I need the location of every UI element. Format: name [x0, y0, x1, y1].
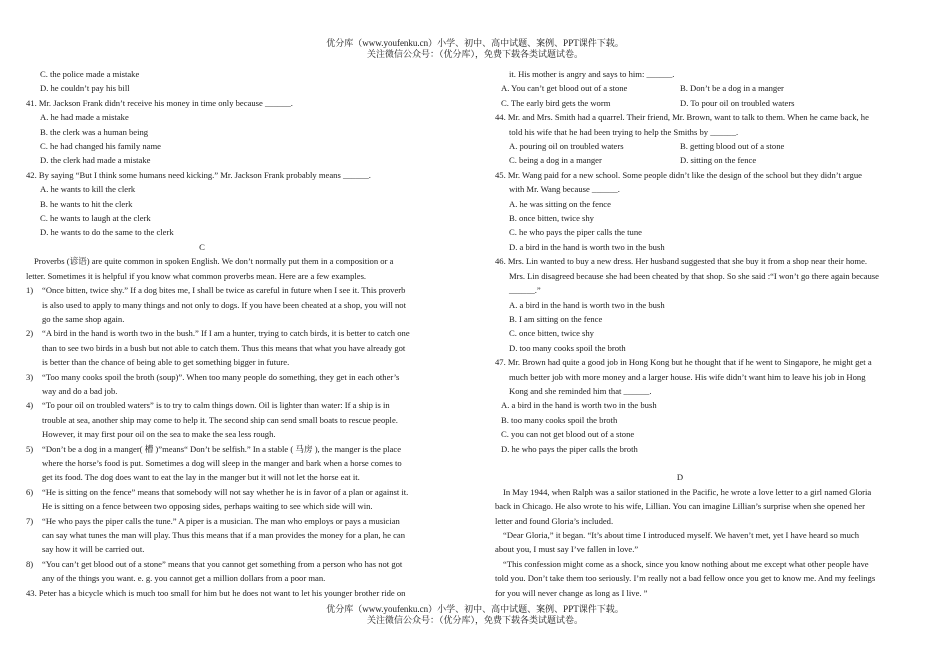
passage-line: “This confession might come as a shock, since you know nothing about me except what other people have: [503, 558, 869, 569]
q44-option-d: D. sitting on the fence: [680, 155, 757, 166]
q45-option-d: D. a bird in the hand is worth two in the bush: [509, 241, 665, 252]
proverb-number: 8): [26, 558, 34, 569]
page-header: [0, 38, 950, 60]
q46-stem-line-3: ______.”: [509, 285, 541, 296]
proverb-line: is also used to apply to many things and not only to dogs. If you have been cheated at a shop, you will not: [42, 299, 406, 310]
proverb-line: “Too many cooks spoil the broth (soup)”. When too many people do something, they get in each other’s: [42, 371, 400, 382]
proverb-number: 4): [26, 400, 34, 411]
passage-d-paragraph: [495, 528, 925, 557]
proverb-line: “Don’t be a dog in a manger( 槽 )”means“ Don’t be selfish.” In a stable ( 马房 ), the manger is the place: [42, 443, 402, 454]
q43-option-a: A. You can’t get blood out of a stone: [501, 83, 628, 94]
q46-option-c: C. once bitten, twice shy: [509, 328, 594, 339]
q44-options-row: [509, 153, 925, 167]
proverb-line: where the horse’s food is put. Sometimes a dog will sleep in the manger and bark when a horse comes to: [42, 457, 402, 468]
passage-line: told you. Don’t take them too seriously. I’m really not a bad fellow once you get to know me. And my feelings: [495, 573, 876, 584]
q45-option-b: B. once bitten, twice shy: [509, 213, 594, 224]
q41-option-d: D. the clerk had made a mistake: [40, 155, 151, 166]
section-c-heading: C: [199, 241, 205, 252]
q44-stem-line-1: 44. Mr. and Mrs. Smith had a quarrel. Their friend, Mr. Brown, want to talk to them. When he came back, he: [495, 112, 869, 123]
proverb-item: [26, 514, 458, 557]
q44-stem-line-2: told his wife that he had been trying to help the Smiths by ______.: [509, 126, 739, 137]
proverb-item: [26, 283, 458, 326]
passage-line: for you will never change as long as I live. ”: [495, 587, 648, 598]
proverb-number: 3): [26, 371, 34, 382]
right-column: [495, 67, 925, 600]
footer-line-1: 优分库（www.youfenku.cn）小学、初中、高中试题、案例、PPT课件下载。: [326, 604, 624, 614]
proverb-item: [26, 557, 458, 586]
q43-option-d: D. To pour oil on troubled waters: [680, 97, 795, 108]
proverb-line: than to see two birds in a bush but not able to catch them. Thus this means that what you have already got: [42, 342, 406, 353]
proverb-line: go the same shop again.: [42, 313, 125, 324]
proverb-line: trouble at sea, another ship may come to help it. The second ship can send small boats to rescue people.: [42, 414, 398, 425]
proverb-number: 2): [26, 328, 34, 339]
q44-options-row: [509, 139, 925, 153]
proverb-line: “He is sitting on the fence” means that somebody will not say whether he is in favor of a plan or against it.: [42, 486, 409, 497]
proverb-number: 1): [26, 285, 34, 296]
q41-option-a: A. he had made a mistake: [40, 112, 129, 123]
passage-line: about you, I must say I’ve fallen in love.”: [495, 544, 639, 555]
q47-option-d: D. he who pays the piper calls the broth: [501, 443, 638, 454]
q41-option-c: C. he had changed his family name: [40, 141, 161, 152]
proverb-line: “Once bitten, twice shy.” If a dog bites me, I shall be twice as careful in future when I see it. This proverb: [42, 285, 406, 296]
q46-stem-line-1: 46. Mrs. Lin wanted to buy a new dress. Her husband suggested that she buy it from a shop near their home.: [495, 256, 868, 267]
proverb-line: “He who pays the piper calls the tune.” A piper is a musician. The man who employs or pays a musician: [42, 515, 400, 526]
proverb-line: way and do a bad job.: [42, 385, 118, 396]
header-line-2: 关注微信公众号：（优分库），免费下载各类试题试卷。: [366, 49, 583, 59]
passage-line: letter and found Gloria’s included.: [495, 515, 614, 526]
proverb-item: [26, 326, 458, 369]
q42-option-d: D. he wants to do the same to the clerk: [40, 227, 174, 238]
passage-line: “Dear Gloria,” it began. “It’s about time I introduced myself. We haven’t met, yet I have heard so much: [503, 529, 859, 540]
q46-option-a: A. a bird in the hand is worth two in the bush: [509, 299, 665, 310]
section-c-intro-line-2: letter. Sometimes it is helpful if you know what common proverbs mean. Here are a few examples.: [26, 270, 367, 281]
q45-option-a: A. he was sitting on the fence: [509, 198, 611, 209]
proverb-line: He is sitting on a fence between two opposing sides, perhaps waiting to see which side will win.: [42, 501, 373, 512]
proverb-line: is better than the chance of being able to get something bigger in future.: [42, 357, 290, 368]
passage-d-paragraph: [495, 557, 925, 600]
proverb-line: any of the things you want. e. g. you cannot get a million dollars from a poor man.: [42, 573, 326, 584]
q40-option-c: C. the police made a mistake: [40, 69, 140, 79]
q44-option-b: B. getting blood out of a stone: [680, 141, 785, 152]
q47-stem-line-3: Kong and she reminded him that ______.: [509, 385, 652, 396]
q41-stem: 41. Mr. Jackson Frank didn’t receive his money in time only because ______.: [26, 97, 293, 108]
proverb-line: However, it may first pour oil on the sea to make the sea less rough.: [42, 429, 276, 440]
q43-option-c: C. The early bird gets the worm: [501, 97, 611, 108]
proverb-line: can say what tunes the man will play. Thus this means that if a man provides the money for a plan, he can: [42, 530, 405, 540]
q41-option-b: B. the clerk was a human being: [40, 126, 149, 137]
proverb-line: get its food. The dog does want to eat the lay in the manger but it will not let the horse eat it.: [42, 472, 360, 483]
q46-stem-line-2: Mrs. Lin disagreed because she had been cheated by that shop. So she said :“I won’t go there again because: [509, 270, 879, 281]
proverb-item: [26, 442, 458, 485]
section-d-heading: D: [676, 472, 684, 483]
proverb-line: “To pour oil on troubled waters” is to try to calm things down. Oil is lighter than water: If a ship is in: [42, 400, 390, 411]
page-footer: [0, 604, 950, 626]
proverb-line: “A bird in the hand is worth two in the bush.” If I am a hunter, trying to catch birds, it is better to catch one: [42, 328, 410, 339]
passage-line: back in Chicago. He also wrote to his wife, Lillian. You can imagine Lillian’s surprise when she opened her: [495, 501, 865, 512]
q43-option-b: B. Don’t be a dog in a manger: [680, 83, 784, 94]
q45-option-c: C. he who pays the piper calls the tune: [509, 227, 642, 238]
q45-stem-line-1: 45. Mr. Wang paid for a new school. Some people didn’t like the design of the school but they didn’t argue: [495, 169, 862, 180]
q43-options-row: [501, 81, 925, 95]
q44-option-c: C. being a dog in a manger: [509, 155, 602, 166]
proverb-line: say how it will be carried out.: [42, 544, 145, 555]
q45-stem-line-2: with Mr. Wang because ______.: [509, 184, 620, 195]
q42-option-a: A. he wants to kill the clerk: [40, 184, 136, 195]
q47-option-b: B. too many cooks spoil the broth: [501, 414, 618, 425]
q42-option-b: B. he wants to hit the clerk: [40, 198, 133, 209]
proverb-number: 5): [26, 443, 34, 454]
header-line-1: 优分库（www.youfenku.cn）小学、初中、高中试题、案例、PPT课件下载。: [326, 38, 624, 48]
proverb-item: [26, 485, 458, 514]
q42-option-c: C. he wants to laugh at the clerk: [40, 213, 151, 224]
proverb-item: [26, 370, 458, 399]
q40-option-d: D. he couldn’t pay his bill: [40, 83, 130, 94]
q47-stem-line-1: 47. Mr. Brown had quite a good job in Hong Kong but he thought that if he went to Singapore, he might get a: [495, 357, 872, 368]
proverb-number: 7): [26, 515, 34, 526]
q43-options-row: [501, 96, 925, 110]
proverb-item: [26, 398, 458, 441]
section-gap: [495, 456, 925, 470]
proverb-line: “You can’t get blood out of a stone” means that you cannot get something from a person who has not got: [42, 558, 403, 569]
q47-stem-line-2: much better job with more money and a larger house. His wife didn’t want him to leave his job in Hong: [509, 371, 866, 382]
section-c-intro-line-1: Proverbs (谚语) are quite common in spoken English. We don’t normally put them in a composition or a: [34, 256, 394, 267]
q42-stem: 42. By saying “But I think some humans need kicking.” Mr. Jackson Frank probably means ______.: [26, 169, 371, 180]
q44-option-a: A. pouring oil on troubled waters: [509, 141, 624, 152]
q46-option-b: B. I am sitting on the fence: [509, 313, 603, 324]
q46-option-d: D. too many cooks spoil the broth: [509, 342, 626, 353]
proverb-number: 6): [26, 486, 34, 497]
q47-option-c: C. you can not get blood out of a stone: [501, 429, 635, 440]
q47-option-a: A. a bird in the hand is worth two in the bush: [501, 400, 657, 411]
passage-line: In May 1944, when Ralph was a sailor stationed in the Pacific, he wrote a love letter to a girl named Gloria: [503, 486, 872, 497]
q43-stem-continued: it. His mother is angry and says to him: ______.: [509, 69, 675, 79]
footer-line-2: 关注微信公众号：（优分库），免费下载各类试题试卷。: [366, 615, 583, 625]
passage-d-paragraph: [495, 485, 925, 528]
q43-stem: 43. Peter has a bicycle which is much too small for him but he does not want to let his younger brother ride on: [26, 587, 406, 598]
left-column: [26, 67, 458, 600]
